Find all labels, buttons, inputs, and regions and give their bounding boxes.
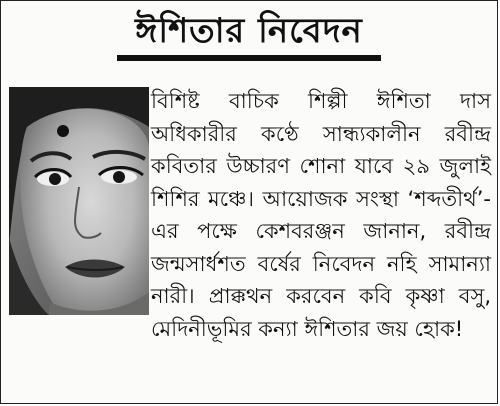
headline: ঈশিতার নিবেদন: [117, 7, 381, 61]
photo-wrap-spacer: [1, 85, 151, 315]
article-body: বিশিষ্ট বাচিক শিল্পী ঈশিতা দাস অধিকারীর কণ্ঠে সান্ধ্যকালীন রবীন্দ্র কবিতার উচ্চারণ শোনা যাবে ২৯ জুলাই শিশির মঞ্চে। আয়োজক সংস্থা ‘শব্দতীর্থ’-এর পক্ষে কেশবরঞ্জন জানান, রবীন্দ্র জন্মসার্ধশত বর্ষের নিবেদন নহি সামান্যা নারী। প্রাক্কথন করবেন কবি কৃষ্ণা বসু, মেদিনীভূমির কন্যা ঈশিতার জয় হোক!: [151, 89, 491, 341]
headline-area: [1, 7, 497, 61]
article-body-container: [1, 85, 491, 345]
